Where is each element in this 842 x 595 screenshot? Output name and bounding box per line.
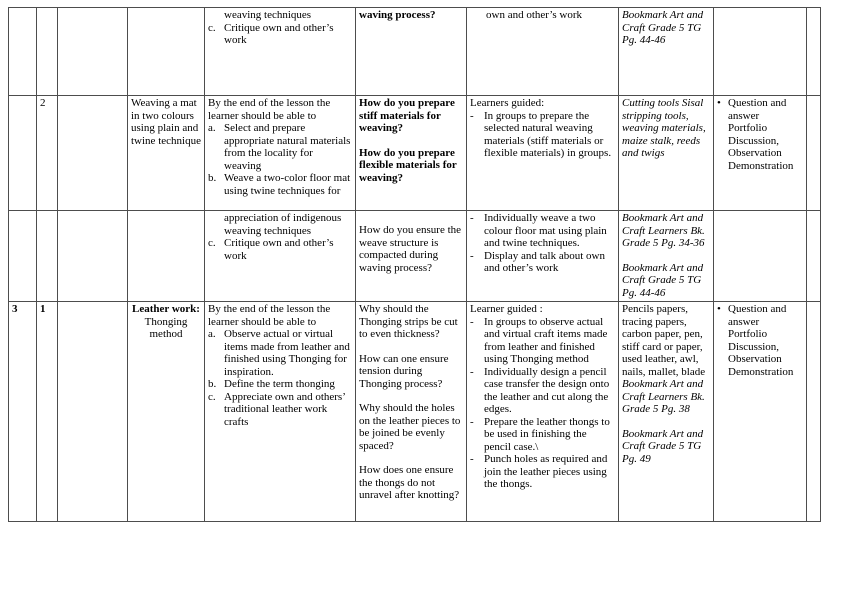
list-marker: b. [208,172,217,184]
cell-reflection [807,302,821,522]
cell-week [9,8,37,96]
cell-strand [58,211,128,302]
continuation-line: own and other’s work [486,9,583,21]
list-item [208,328,352,378]
list-item [717,303,803,328]
list-item [470,110,615,160]
list-item-text: Question and answer [728,303,787,328]
list-item-text: Appreciate own and others’ traditional leather work crafts [224,390,346,428]
continuation-line: Portfolio [728,122,768,134]
paragraph: 3 [12,303,18,315]
cell-week [9,302,37,522]
list-marker: a. [208,328,216,340]
paragraph: By the end of the lesson the learner should be able to [208,97,331,122]
paragraph: Bookmark Art and Craft Grade 5 TG Pg. 44-46 [622,261,704,299]
cell-learning-resources [619,96,714,211]
list-marker: - [470,415,474,428]
continuation-line: Demonstration [728,159,794,172]
list-item [470,316,615,366]
list-marker: - [470,453,474,465]
cell-week [9,96,37,211]
cell-learning-experiences [467,96,619,211]
continuation-line: weaving techniques [224,9,312,21]
list-marker: c. [208,390,216,403]
paragraph: By the end of the lesson the learner should be able to [208,303,331,328]
paragraph: Why should the holes on the leather pieces to be joined be evenly spaced? [359,402,461,452]
paragraph: Learner guided : [470,303,543,315]
paragraph: Why should the Thonging strips be cut to even thickness? [359,303,458,340]
cell-sub-strand [128,211,205,302]
cell-learning-resources [619,302,714,522]
list-marker: c. [208,21,216,34]
table-row [9,96,821,211]
list-marker: - [470,109,474,122]
list-item [470,416,615,454]
list-item-text: Display and talk about own and other’s work [484,249,605,274]
paragraph: How do you prepare flexible materials for weaving? [359,146,457,184]
cell-key-inquiry-questions [356,302,467,522]
list-item [470,453,615,491]
cell-learning-resources [619,211,714,302]
continuation-line: Demonstration [728,365,794,378]
list-item-text: In groups to observe actual and virtual craft items made from leather and finished using Thonging method [484,315,608,365]
paragraph: 2 [40,97,46,109]
paragraph: Leather work: [132,303,200,315]
list-item [717,97,803,122]
continuation-line: Discussion, [728,134,780,147]
cell-strand [58,302,128,522]
list-item-text: Weave a two-color floor mat using twine techniques for [224,172,351,197]
cell-sub-strand [128,96,205,211]
list-item [208,22,352,47]
paragraph: Learners guided: [470,97,545,109]
list-marker: - [470,249,474,262]
cell-learning-resources [619,8,714,96]
cell-reflection [807,211,821,302]
paragraph: Pencils papers, tracing papers, carbon paper, pen, stiff card or paper, used leather, awl, nails, mallet, blade [622,303,706,378]
list-item-text: Prepare the leather thongs to be used in finishing the pencil case.\ [484,415,610,453]
cell-assessment [714,302,807,522]
list-item-text: In groups to prepare the selected natural weaving materials (stiff materials or flexible materials) in groups. [484,109,612,159]
list-item [208,391,352,429]
cell-strand [58,8,128,96]
schemes-of-work-table [8,7,821,522]
continuation-line: Observation [728,147,782,159]
paragraph: 1 [40,303,46,315]
list-item-text: Question and answer [728,97,787,122]
paragraph: Bookmark Art and Craft Grade 5 TG Pg. 49 [622,427,704,465]
continuation-line: Observation [728,353,782,365]
list-item-text: Observe actual or virtual items made from leather and finished using Thonging for inspiration. [224,328,350,378]
list-item-text: Critique own and other’s work [224,21,334,46]
list-marker: - [470,365,474,378]
list-marker: - [470,315,474,328]
cell-lesson [37,96,58,211]
paragraph: waving process? [359,9,436,21]
cell-lesson [37,302,58,522]
paragraph: Bookmark Art and Craft Learners Bk. Grade 5 Pg. 38 [622,378,705,415]
list-item [208,172,352,197]
cell-learning-outcomes [205,96,356,211]
list-item-text: Select and prepare appropriate natural materials from the locality for weaving [224,122,351,172]
list-item [208,378,352,391]
continuation-line: appreciation of indigenous weaving techniques [224,212,342,237]
list-marker: b. [208,378,217,390]
list-marker: - [470,212,474,224]
cell-learning-outcomes [205,211,356,302]
cell-sub-strand [128,302,205,522]
list-item-text: Critique own and other’s work [224,237,334,262]
cell-assessment [714,211,807,302]
list-item [470,250,615,275]
list-marker: • [717,97,721,109]
cell-assessment [714,8,807,96]
table-row [9,211,821,302]
cell-key-inquiry-questions [356,211,467,302]
cell-strand [58,96,128,211]
cell-key-inquiry-questions [356,8,467,96]
cell-lesson [37,8,58,96]
list-item-text: Individually design a pencil case transfer the design onto the leather and cut along the edges. [484,365,610,415]
list-item-text: Individually weave a two colour floor mat using plain and twine techniques. [484,212,607,249]
list-item-text: Define the term thonging [224,378,335,390]
cell-reflection [807,8,821,96]
paragraph: Bookmark Art and Craft Grade 5 TG Pg. 44-46 [622,9,704,46]
list-marker: c. [208,237,216,249]
paragraph: How does one ensure the thongs do not unravel after knotting? [359,464,460,501]
list-item [470,212,615,250]
cell-learning-experiences [467,211,619,302]
paragraph: Cutting tools Sisal stripping tools, weaving materials, maize stalk, reeds and twigs [622,97,706,159]
table-body [9,8,821,522]
paragraph: Thonging method [144,315,188,340]
cell-learning-experiences [467,8,619,96]
continuation-line: Discussion, [728,340,780,353]
continuation-line: Portfolio [728,328,768,340]
paragraph: How do you prepare stiff materials for weaving? [359,97,455,134]
list-item [470,366,615,416]
paragraph: Weaving a mat in two colours using plain and twine technique [131,97,201,147]
list-item [208,122,352,172]
cell-sub-strand [128,8,205,96]
cell-lesson [37,211,58,302]
paragraph: How can one ensure tension during Thonging process? [359,352,449,390]
table-row [9,302,821,522]
table-row [9,8,821,96]
list-marker: • [717,303,721,315]
cell-assessment [714,96,807,211]
cell-learning-outcomes [205,8,356,96]
cell-learning-outcomes [205,302,356,522]
paragraph: How do you ensure the weave structure is compacted during waving process? [359,224,462,274]
cell-reflection [807,96,821,211]
list-item-text: Punch holes as required and join the leather pieces using the thongs. [484,453,608,490]
list-marker: a. [208,122,216,134]
cell-week [9,211,37,302]
cell-learning-experiences [467,302,619,522]
list-item [208,237,352,262]
cell-key-inquiry-questions [356,96,467,211]
paragraph: Bookmark Art and Craft Learners Bk. Grade 5 Pg. 34-36 [622,212,705,249]
